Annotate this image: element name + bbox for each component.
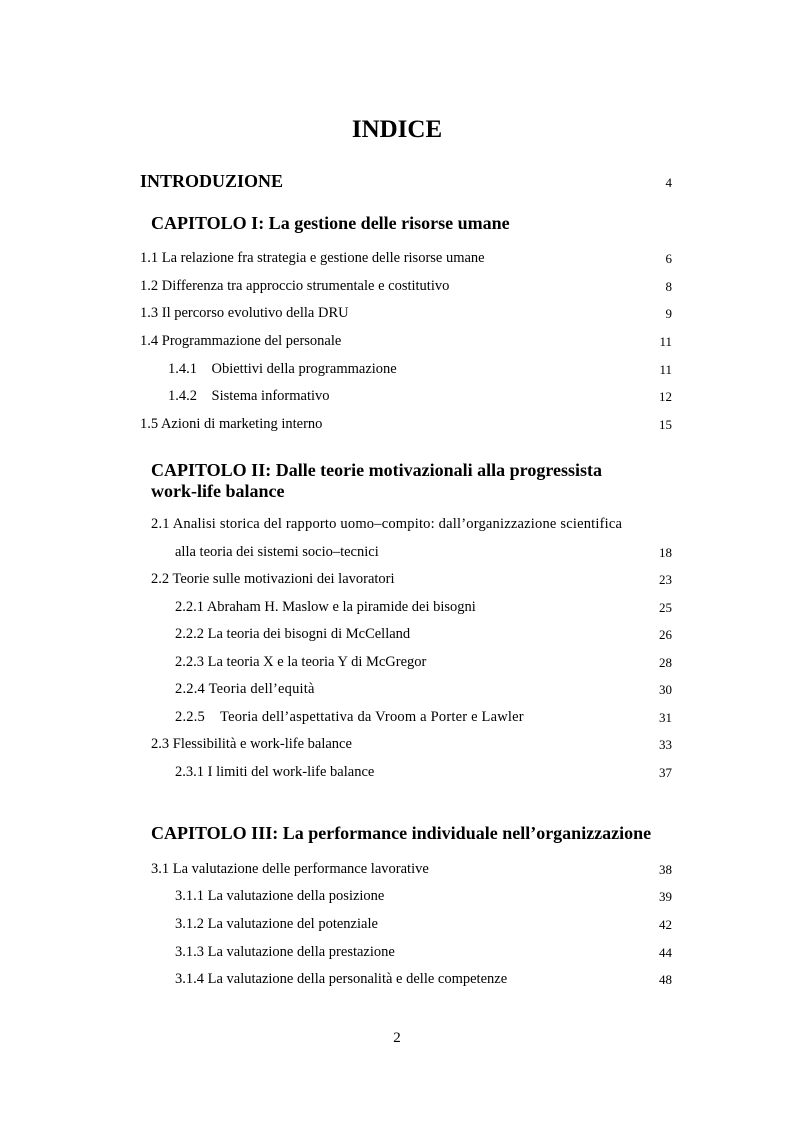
toc-entry-page: 30 [659, 682, 672, 697]
toc-entry: 3.1 La valutazione delle performance lavorative [151, 861, 429, 877]
toc-entry: 2.3 Flessibilità e work-life balance [151, 736, 352, 752]
toc-entry: 2.2.4 Teoria dell’equità [175, 681, 315, 697]
toc-entry: 3.1.2 La valutazione del potenziale [175, 916, 378, 932]
toc-entry-page: 37 [659, 765, 672, 780]
toc-entry: 2.2.2 La teoria dei bisogni di McCelland [175, 626, 411, 642]
toc-entry-page: 15 [659, 417, 672, 432]
toc-entry-page: 6 [665, 251, 672, 266]
toc-entry: 1.1 La relazione fra strategia e gestione delle risorse umane [140, 250, 485, 266]
toc-entry-page: 11 [659, 362, 672, 377]
toc-intro-page: 4 [665, 175, 672, 190]
page-title: INDICE [351, 116, 443, 143]
chapter-1-title: CAPITOLO I: La gestione delle risorse umane [151, 213, 510, 233]
toc-entry-page: 26 [659, 627, 672, 642]
toc-entry: 1.4.1 Obiettivi della programmazione [168, 361, 397, 377]
toc-entry-page: 33 [659, 737, 672, 752]
toc-entry: 1.4 Programmazione del personale [140, 333, 342, 349]
toc-entry: 1.4.2 Sistema informativo [168, 388, 330, 404]
toc-entry: 3.1.4 La valutazione della personalità e delle competenze [175, 971, 508, 987]
toc-entry-page: 25 [659, 600, 672, 615]
toc-entry-page: 31 [659, 710, 672, 725]
page-number: 2 [393, 1030, 401, 1046]
toc-entry-page: 23 [659, 572, 672, 587]
chapter-2-title-line-1: CAPITOLO II: Dalle teorie motivazionali alla progressista [151, 460, 602, 480]
toc-entry-page: 8 [665, 279, 672, 294]
toc-entry-page: 9 [665, 306, 672, 321]
toc-entry: 1.5 Azioni di marketing interno [140, 416, 323, 432]
toc-entry: alla teoria dei sistemi socio–tecnici [175, 544, 379, 560]
toc-entry-page: 39 [659, 889, 672, 904]
toc-entry-page: 28 [659, 655, 672, 670]
chapter-2-title-line-2: work-life balance [151, 481, 285, 501]
toc-entry-page: 11 [659, 334, 672, 349]
toc-entry-page: 12 [659, 389, 672, 404]
toc-intro-label: INTRODUZIONE [140, 171, 284, 191]
toc-entry: 3.1.1 La valutazione della posizione [175, 888, 385, 904]
toc-entry-page: 44 [659, 945, 672, 960]
toc-entry: 2.2.5 Teoria dell’aspettativa da Vroom a Porter e Lawler [175, 709, 524, 725]
toc-entry: 2.3.1 I limiti del work-life balance [175, 764, 375, 780]
toc-entry: 1.3 Il percorso evolutivo della DRU [140, 305, 349, 321]
toc-entry: 2.2 Teorie sulle motivazioni dei lavoratori [151, 571, 395, 587]
toc-entry-page: 38 [659, 862, 672, 877]
chapter-3-title: CAPITOLO III: La performance individuale nell’organizzazione [151, 823, 652, 843]
toc-entry-page: 42 [659, 917, 672, 932]
toc-entry: 2.1 Analisi storica del rapporto uomo–compito: dall’organizzazione scientifica [151, 516, 623, 532]
toc-entry: 3.1.3 La valutazione della prestazione [175, 944, 395, 960]
toc-entry: 2.2.3 La teoria X e la teoria Y di McGregor [175, 654, 427, 670]
toc-entry: 2.2.1 Abraham H. Maslow e la piramide dei bisogni [175, 599, 476, 615]
toc-entry: 1.2 Differenza tra approccio strumentale e costitutivo [140, 278, 450, 294]
toc-entry-page: 48 [659, 972, 672, 987]
toc-entry-page: 18 [659, 545, 672, 560]
